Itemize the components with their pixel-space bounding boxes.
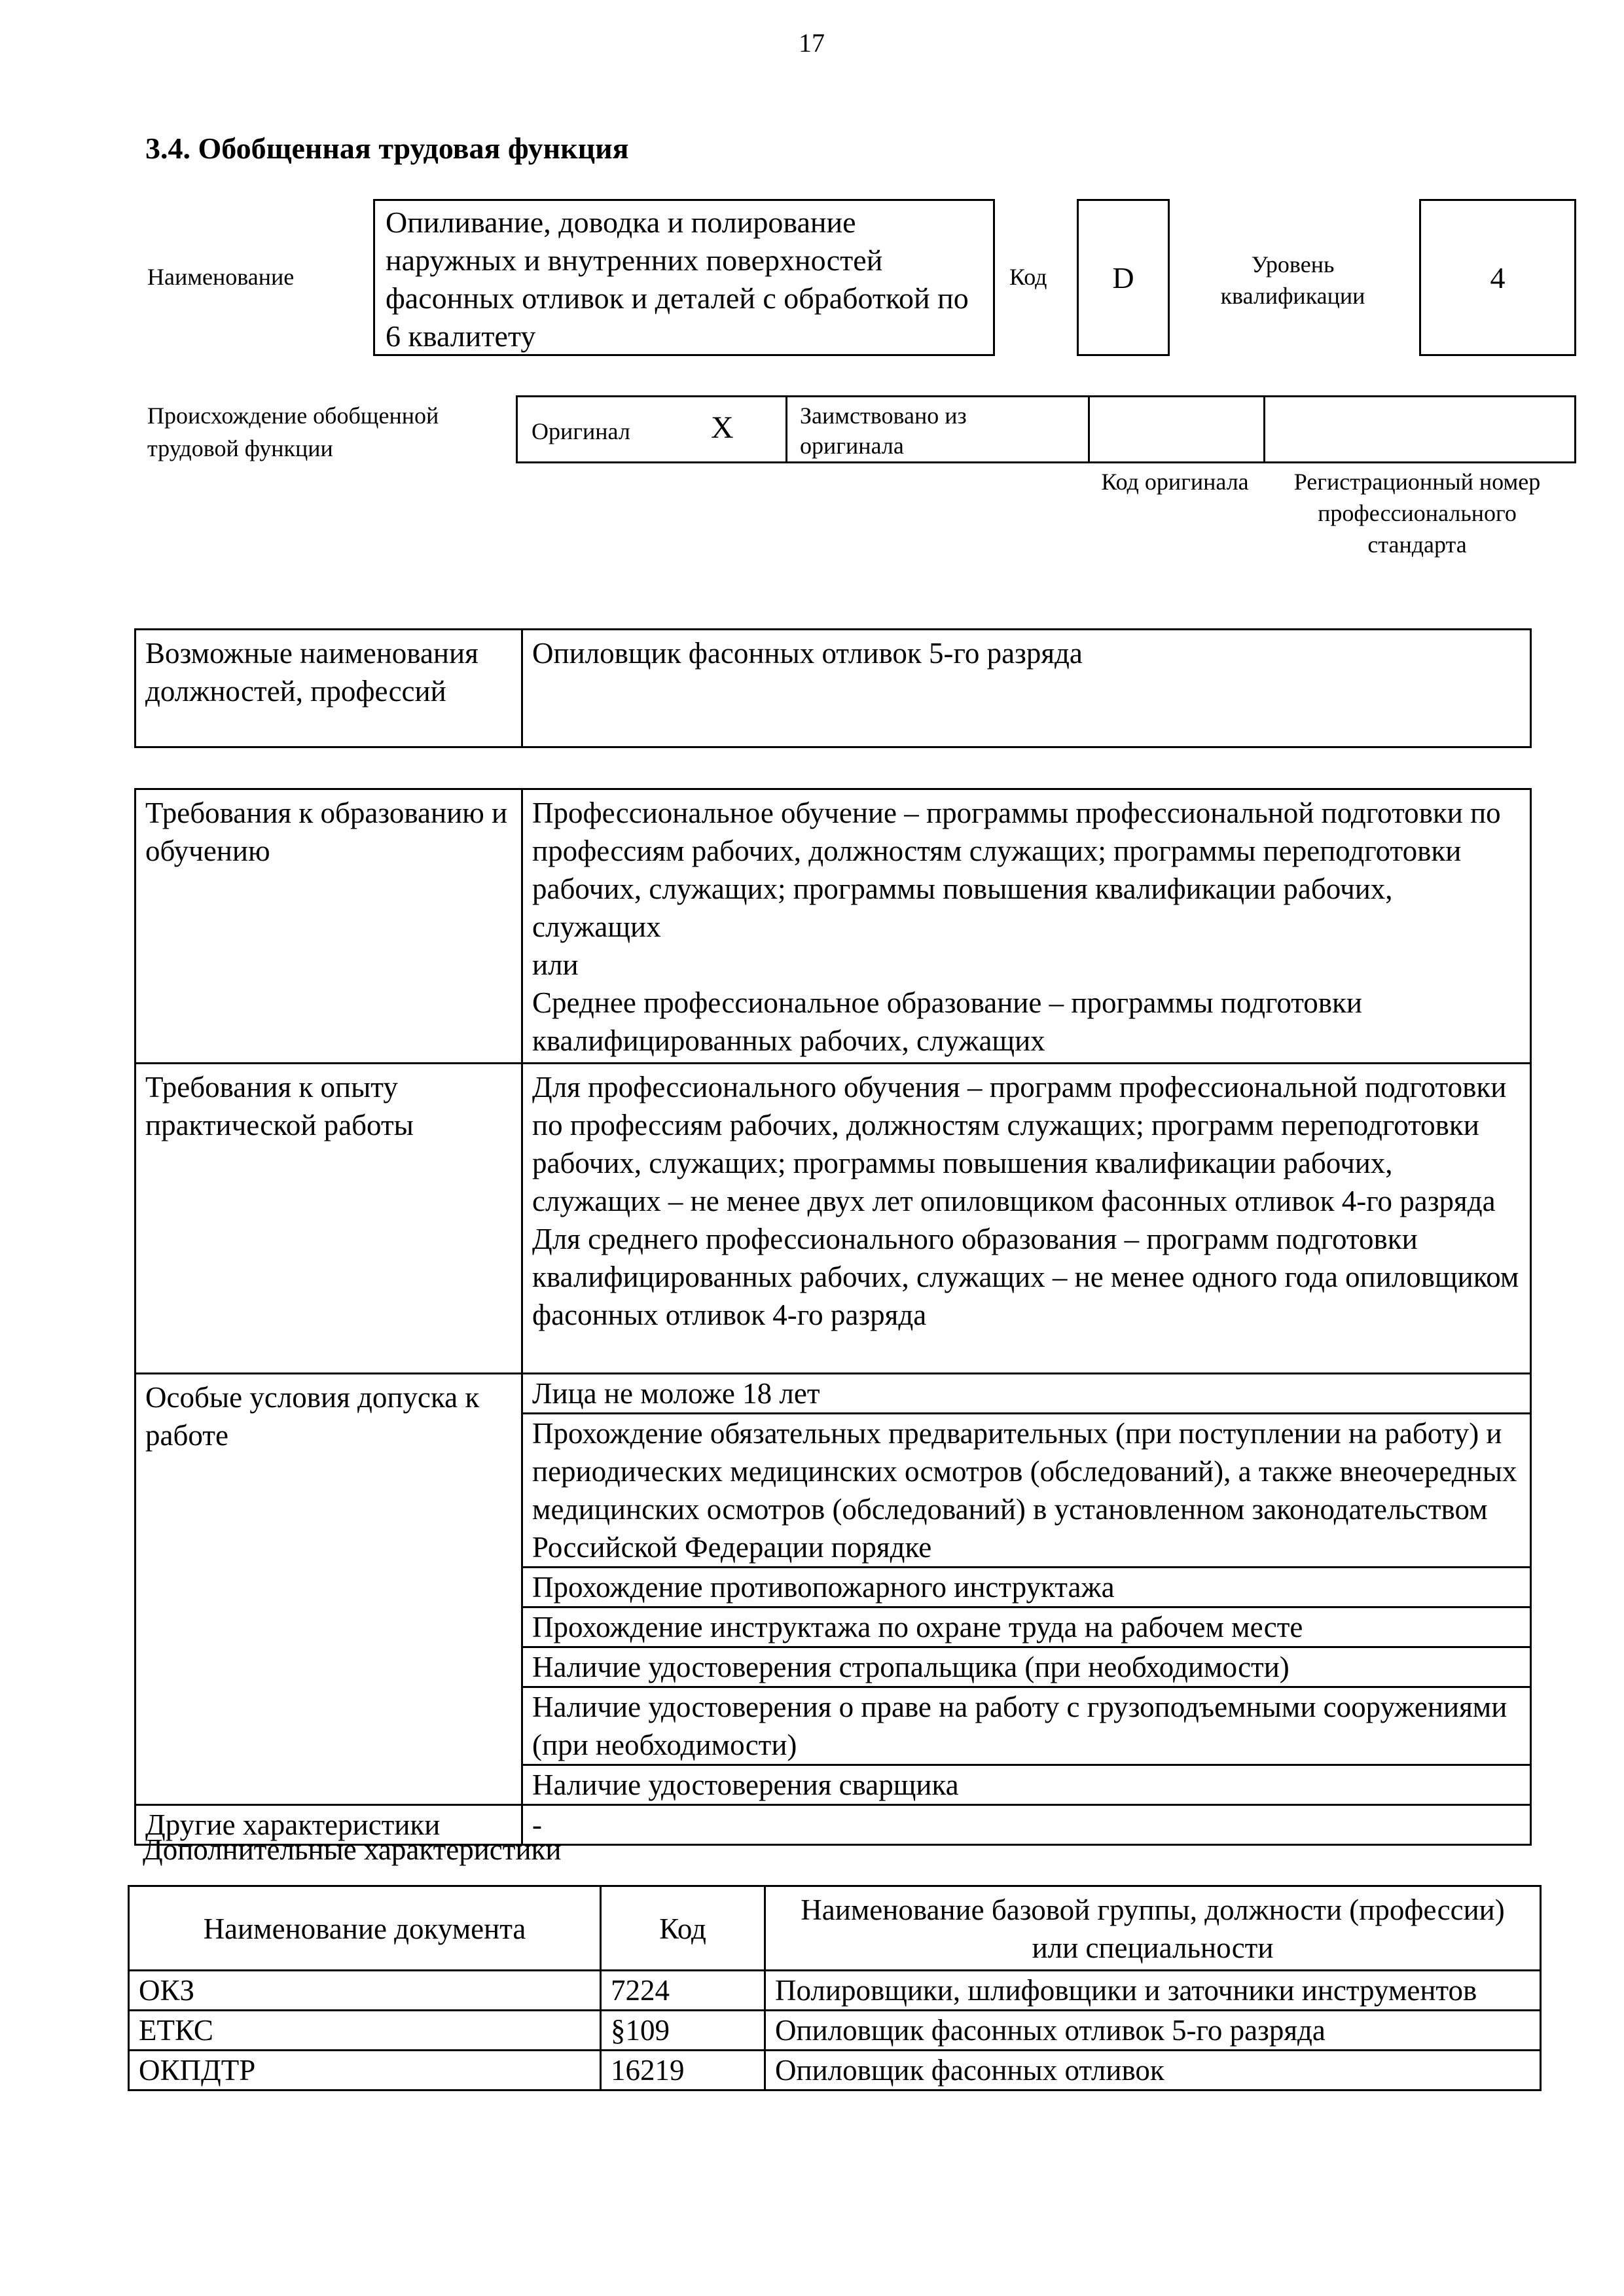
experience-label: Требования к опыту практической работы: [135, 1064, 522, 1374]
origin-divider-2: [1088, 395, 1090, 463]
positions-table: [134, 628, 1532, 748]
admission-item: Наличие удостоверения стропальщика (при необходимости): [522, 1647, 1531, 1687]
row-doc: ОКЗ: [129, 1971, 601, 2011]
header-group-name: Наименование базовой группы, должности (профессии) или специальности: [765, 1886, 1541, 1971]
original-label: Оригинал: [532, 418, 630, 444]
education-label: Требования к образованию и обучению: [135, 789, 522, 1064]
code-caption: Код оригинала: [1101, 469, 1249, 495]
origin-divider-1: [785, 395, 787, 463]
code-value-box: [1077, 199, 1170, 356]
admission-item: Прохождение обязательных предварительных (при поступлении на работу) и периодических медицинских осмотров (обследований), а также внеочередных медицинских осмотров (обследований) в установленном законодательством Российской Федерации порядке: [522, 1414, 1531, 1568]
row-doc: ЕТКС: [129, 2011, 601, 2051]
positions-value: Опиловщик фасонных отливок 5-го разряда: [522, 630, 1531, 747]
admission-item: Прохождение противопожарного инструктажа: [522, 1568, 1531, 1607]
experience-value: Для профессионального обучения – программ профессиональной подготовки по профессиям рабочих, должностям служащих; программ переподготовки рабочих, служащих; программы повышения квалификации рабочих, служащих – не менее двух лет опиловщиком фасонных отливок 4-го разряда Для среднего профессионального образования – программ подготовки квалифицированных рабочих, служащих – не менее одного года опиловщиком фасонных отливок 4-го разряда: [522, 1064, 1531, 1374]
row-name: Опиловщик фасонных отливок 5-го разряда: [765, 2011, 1541, 2051]
additional-title: Дополнительные характеристики: [143, 1833, 562, 1866]
row-code: 16219: [601, 2051, 765, 2090]
requirements-table: [134, 788, 1532, 1846]
additional-table: [128, 1885, 1542, 2091]
origin-label: Происхождение обобщенной трудовой функции: [147, 403, 439, 461]
admission-item: Прохождение инструктажа по охране труда на рабочем месте: [522, 1607, 1531, 1647]
name-value-box: [373, 199, 995, 356]
name-label: Наименование: [147, 264, 295, 290]
admission-item: Наличие удостоверения сварщика: [522, 1765, 1531, 1805]
code-value: D: [1112, 260, 1134, 295]
education-value: Профессиональное обучение – программы профессиональной подготовки по профессиям рабочих, должностям служащих; программы переподготовки рабочих, служащих; программы повышения квалификации рабочих, служащих или Среднее профессиональное образование – программы подготовки квалифицированных рабочих, служащих: [522, 789, 1531, 1064]
origin-divider-3: [1263, 395, 1265, 463]
header-code: Код: [601, 1886, 765, 1971]
header-document: Наименование документа: [129, 1886, 601, 1971]
page-number: 17: [799, 28, 825, 58]
section-title: 3.4. Обобщенная трудовая функция: [145, 132, 629, 165]
borrowed-label: Заимствовано из оригинала: [800, 403, 967, 459]
original-mark: X: [711, 410, 734, 445]
level-value-box: [1419, 199, 1576, 356]
other-value: -: [522, 1805, 1531, 1845]
reg-caption: Регистрационный номер профессионального стандарта: [1293, 469, 1541, 558]
row-name: Опиловщик фасонных отливок: [765, 2051, 1541, 2090]
row-name: Полировщики, шлифовщики и заточники инструментов: [765, 1971, 1541, 2011]
level-label: Уровень квалификации: [1220, 251, 1365, 309]
admission-item: Лица не моложе 18 лет: [522, 1374, 1531, 1414]
admission-item: Наличие удостоверения о праве на работу с грузоподъемными сооружениями (при необходимости): [522, 1687, 1531, 1765]
level-value: 4: [1490, 260, 1506, 295]
name-value: Опиливание, доводка и полирование наружных и внутренних поверхностей фасонных отливок и деталей с обработкой по 6 квалитету: [386, 206, 969, 353]
admission-label: Особые условия допуска к работе: [135, 1374, 522, 1805]
row-doc: ОКПДТР: [129, 2051, 601, 2090]
row-code: 7224: [601, 1971, 765, 2011]
positions-label: Возможные наименования должностей, профессий: [135, 630, 522, 747]
other-label: Другие характеристики: [135, 1805, 522, 1845]
row-code: §109: [601, 2011, 765, 2051]
code-label: Код: [1009, 264, 1047, 290]
